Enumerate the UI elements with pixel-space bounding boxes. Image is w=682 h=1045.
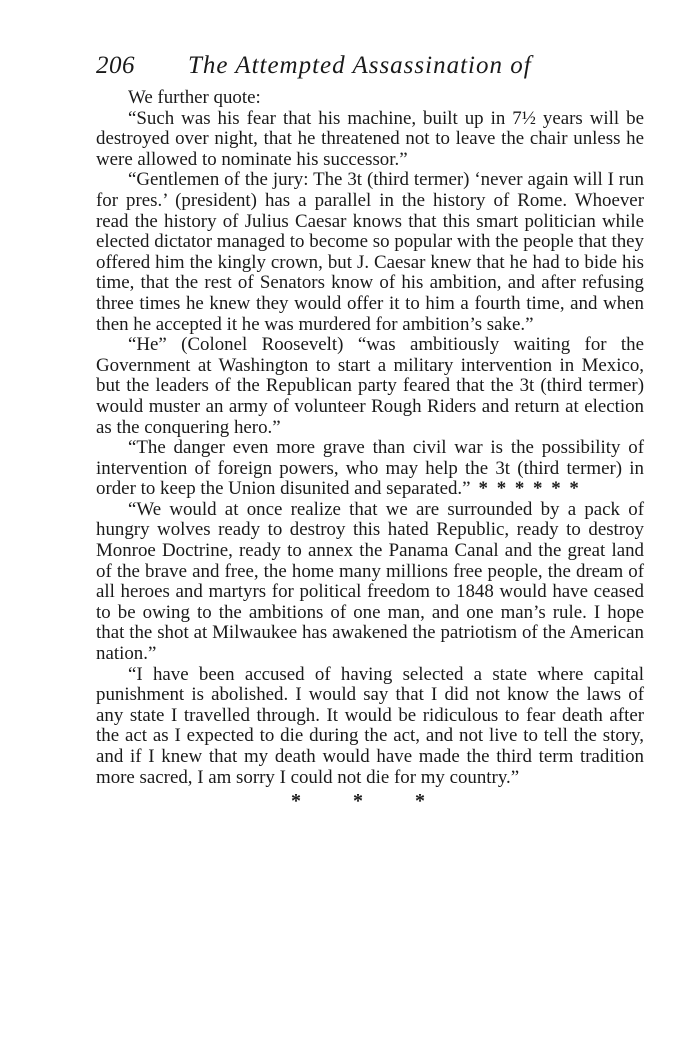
ornament-asterisk: * — [291, 790, 301, 813]
page-header — [96, 52, 644, 88]
book-page — [96, 52, 644, 813]
danger-paragraph-text: “The danger even more grave than civil war is the possibility of intervention of foreign powers, who may help the 3t (third termer) in order to keep the Union disunited and separated.” — [96, 437, 644, 500]
quote-paragraph: “He” (Colonel Roosevelt) “was ambitiously waiting for the Government at Washington to start a military intervention in Mexico, but the leaders of the Republican party feared that the 3t (third termer) would muster an army of volunteer Rough Riders and return at election as the conquering hero.” — [96, 334, 644, 438]
body-text — [96, 88, 644, 788]
quote-paragraph: “Such was his fear that his machine, built up in 7½ years will be destroyed over night, that he threatened not to leave the chair unless he were allowed to nominate his successor.” — [96, 107, 644, 170]
asterisk-separator: * * * * * * — [478, 478, 581, 500]
quote-paragraph: “Gentlemen of the jury: The 3t (third termer) ‘never again will I run for pres.’ (president) has a parallel in the history of Rome. Whoever read the history of Julius Caesar knows that this smart politician while elected dictator managed to become so popular with the people that they offered him the kingly crown, but J. Caesar knew that he had to bide his time, that the rest of Senators know of his ambition, and after refusing three times he knew they would offer it to him a fourth time, and when then he accepted it he was murdered for ambition’s sake.” — [96, 169, 644, 335]
section-ornament — [96, 790, 644, 813]
ornament-asterisk: * — [415, 790, 425, 813]
intro-paragraph: We further quote: — [128, 87, 261, 108]
quote-paragraph: “We would at once realize that we are surrounded by a pack of hungry wolves ready to destroy this hated Republic, ready to destroy Monroe Doctrine, ready to annex the Panama Canal and the great land of the brave and free, the home many millions free people, the dream of all heroes and martyrs for political freedom to 1848 would have ceased to be owing to the ambitions of one man, and one man’s rule. I hope that the shot at Milwaukee has awakened the patriotism of the American nation.” — [96, 498, 644, 665]
ornament-asterisk: * — [353, 790, 363, 813]
running-head: The Attempted Assassination of — [188, 52, 532, 79]
quote-paragraph: “I have been accused of having selected a state where capital punishment is abolished. I would say that I did not know the laws of any state I travelled through. It would be ridiculous to fear death after the act as I expected to die during the act, and not live to tell the story, and if I knew that my death would have made the third term tradition more sacred, I am sorry I could not die for my country.” — [96, 663, 644, 788]
danger-paragraph — [96, 438, 644, 500]
page-number: 206 — [96, 52, 135, 79]
